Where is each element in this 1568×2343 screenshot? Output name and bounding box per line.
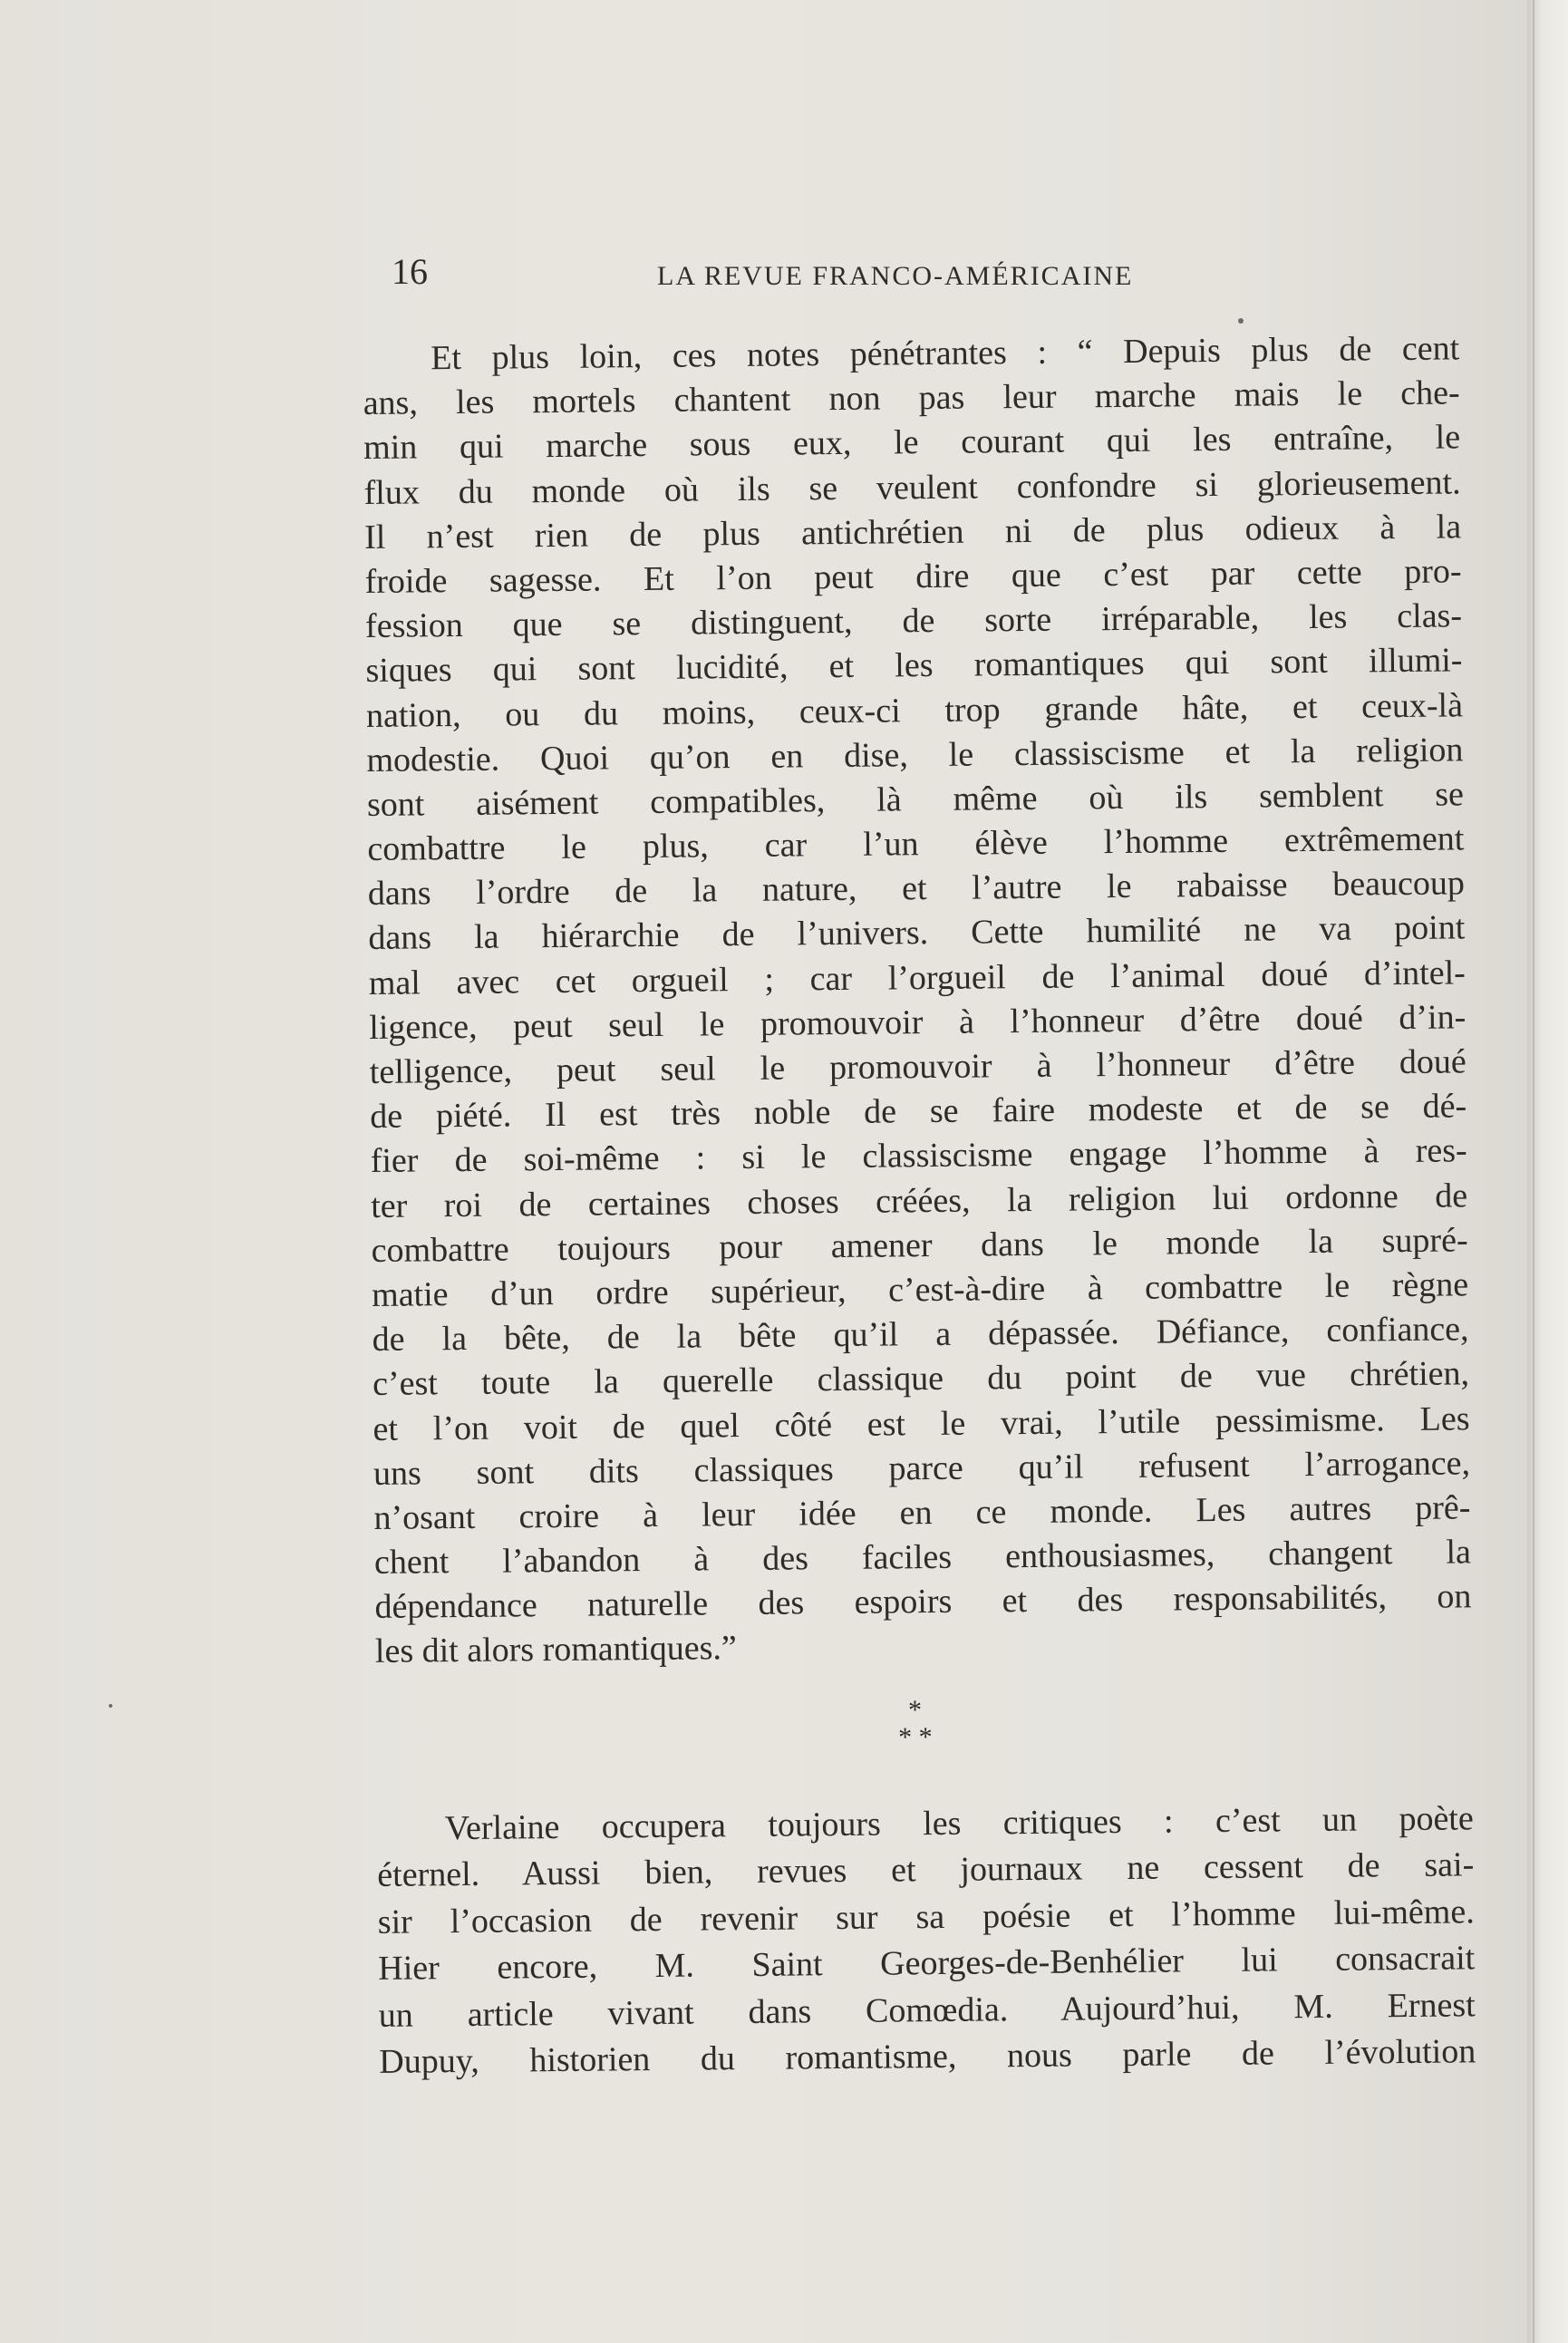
text-line: de la bête, de la bête qu’il a dépassée. Défiance, confiance, xyxy=(372,1310,1469,1360)
text-line: et l’on voit de quel côté est le vrai, l’utile pessimisme. Les xyxy=(373,1399,1470,1448)
text-line: uns sont dits classiques parce qu’il refusent l’arrogance, xyxy=(373,1444,1471,1493)
text-line: fier de soi-même : si le classiscisme engage l’homme à res- xyxy=(370,1131,1467,1181)
text-line: Hier encore, M. Saint Georges-de-Benhélier lui consacrait xyxy=(378,1939,1476,1989)
text-line: fession que se distinguent, de sorte irréparable, les clas- xyxy=(364,596,1463,646)
text-line: nation, ou du moins, ceux-ci trop grande hâte, et ceux-là xyxy=(365,685,1464,735)
text-line: ans, les mortels chantent non pas leur marche mais le che- xyxy=(363,373,1460,423)
text-line: ter roi de certaines choses créées, la religion lui ordonne de xyxy=(370,1176,1468,1225)
text-line: froide sagesse. Et l’on peut dire que c’est par cette pro- xyxy=(364,552,1462,601)
text-line: min qui marche sous eux, le courant qui les entraîne, le xyxy=(363,418,1461,468)
text-line: sont aisément compatibles, là même où ils semblent se xyxy=(366,775,1465,824)
text-line: dans l’ordre de la nature, et l’autre le rabaisse beaucoup xyxy=(367,864,1466,914)
text-line: un article vivant dans Comœdia. Aujourd’hui, M. Ernest xyxy=(378,1985,1476,2035)
asterism xyxy=(869,1696,961,1751)
text-line: Il n’est rien de plus antichrétien ni de plus odieux à la xyxy=(363,508,1462,557)
text-line: siques qui sont lucidité, et les romantiques qui sont illumi- xyxy=(365,641,1463,691)
body-text xyxy=(363,326,1476,2086)
page-edge xyxy=(1527,0,1568,2343)
text-line: combattre toujours pour amener dans le monde la supré- xyxy=(371,1221,1468,1270)
text-line: combattre le plus, car l’un élève l’homme extrêmement xyxy=(367,819,1465,869)
paragraph-2 xyxy=(377,1796,1476,2086)
asterism-bottom: * * xyxy=(897,1721,933,1753)
text-line: sir l’occasion de revenir sur sa poésie et l’homme lui-même. xyxy=(377,1892,1475,1941)
paragraph-1 xyxy=(363,326,1472,1674)
text-line: Dupuy, historien du romantisme, nous parle de l’évolution xyxy=(379,2032,1476,2082)
text-line: les dit alors romantiques.” xyxy=(374,1629,738,1671)
text-line: ligence, peut seul le promouvoir à l’honneur d’être doué d’in- xyxy=(369,998,1466,1047)
text-line: matie d’un ordre supérieur, c’est-à-dire à combattre le règne xyxy=(371,1265,1469,1314)
text-line: de piété. Il est très noble de se faire modeste et de se dé- xyxy=(370,1087,1467,1137)
text-line: dans la hiérarchie de l’univers. Cette humilité ne va point xyxy=(368,908,1466,958)
page-header xyxy=(392,245,1298,299)
text-line: c’est toute la querelle classique du point de vue chrétien, xyxy=(372,1354,1470,1404)
text-line: modestie. Quoi qu’on en dise, le classiscisme et la religion xyxy=(366,731,1464,779)
text-line: chent l’abandon à des faciles enthousiasmes, changent la xyxy=(373,1533,1472,1582)
text-line: Et plus loin, ces notes pénétrantes : “ Depuis plus de cent xyxy=(431,329,1460,378)
running-title: LA REVUE FRANCO-AMÉRICAINE xyxy=(657,261,1134,291)
text-line: mal avec cet orgueil ; car l’orgueil de l’animal doué d’intel- xyxy=(368,953,1466,1002)
text-line: telligence, peut seul le promouvoir à l’honneur d’être doué xyxy=(369,1042,1466,1091)
ink-speck xyxy=(109,1704,112,1708)
text-line: Verlaine occupera toujours les critiques : c’est un poète xyxy=(444,1798,1474,1847)
text-line: flux du monde où ils se veulent confondre si glorieusement. xyxy=(363,462,1461,512)
section-break xyxy=(375,1664,1473,1806)
ink-speck xyxy=(1238,318,1244,324)
text-line: n’osant croire à leur idée en ce monde. Les autres prê- xyxy=(373,1488,1471,1537)
page-number: 16 xyxy=(392,251,428,292)
text-line: dépendance naturelle des espoirs et des responsabilités, on xyxy=(374,1577,1472,1627)
asterism-top: * xyxy=(907,1694,923,1725)
text-line: éternel. Aussi bien, revues et journaux ne cessent de sai- xyxy=(377,1845,1475,1895)
